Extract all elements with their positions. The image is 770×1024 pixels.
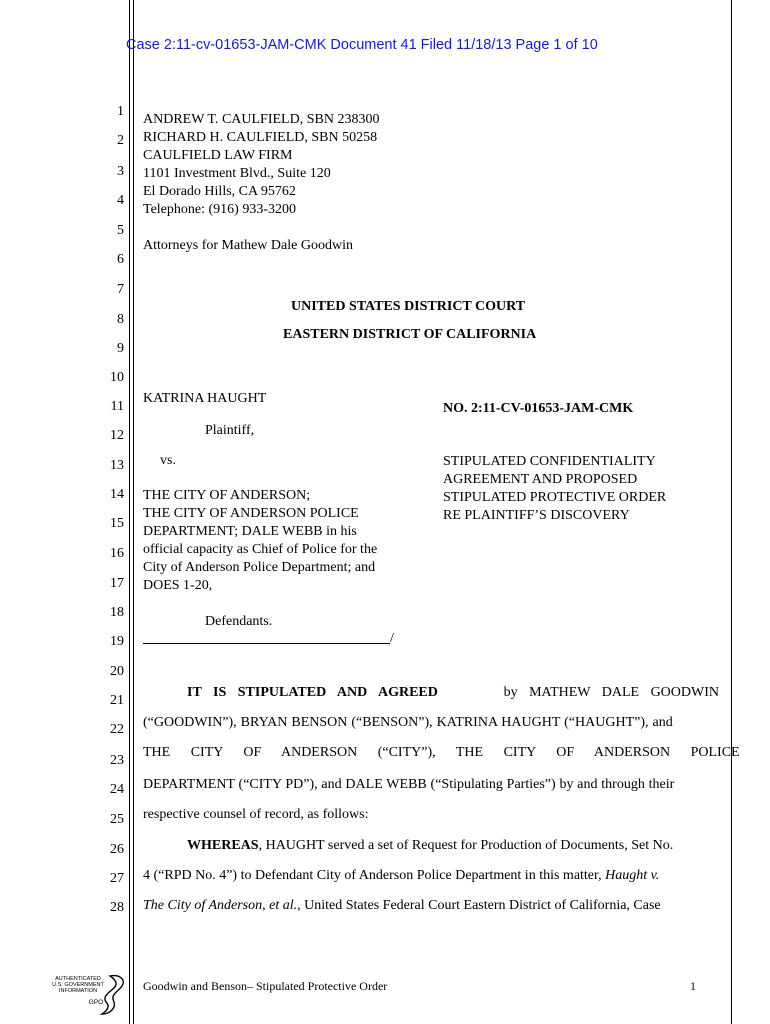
defendant-line-4: official capacity as Chief of Police for the [143, 542, 378, 557]
line-number: 14 [110, 487, 124, 502]
doc-title-line-4: RE PLAINTIFF’S DISCOVERY [443, 508, 630, 523]
versus: vs. [160, 453, 176, 468]
defendant-line-6: DOES 1-20, [143, 578, 213, 593]
eagle-icon [102, 976, 123, 1014]
defendant-line-2: THE CITY OF ANDERSON POLICE [143, 506, 359, 521]
gpo-text-1: AUTHENTICATED [55, 976, 101, 982]
caption-slash: / [390, 631, 394, 646]
doc-title-line-1: STIPULATED CONFIDENTIALITY [443, 454, 656, 469]
line-number: 1 [117, 104, 124, 119]
line-number: 10 [110, 370, 124, 385]
line-number: 8 [117, 312, 124, 327]
plaintiff-name: KATRINA HAUGHT [143, 391, 267, 406]
case-number: NO. 2:11-CV-01653-JAM-CMK [443, 401, 634, 416]
pleading-line-right [731, 0, 732, 1024]
whereas-bold: WHEREAS [187, 838, 259, 853]
line27-text: 4 (“RPD No. 4”) to Defendant City of Anderson Police Department in this matter, [143, 868, 606, 883]
body-line-24: DEPARTMENT (“CITY PD”), and DALE WEBB (“Stipulating Parties”) by and through their [143, 777, 675, 792]
line-number: 7 [117, 282, 124, 297]
attorney-line-2: RICHARD H. CAULFIELD, SBN 50258 [143, 130, 378, 145]
defendant-line-5: City of Anderson Police Department; and [143, 560, 376, 575]
caption-underline [143, 643, 390, 644]
line-number: 26 [110, 842, 124, 857]
gpo-text-4: GPO [88, 999, 104, 1006]
body-line-28 [143, 898, 661, 914]
defendant-line-3: DEPARTMENT; DALE WEBB in his [143, 524, 357, 539]
body-line-26 [187, 838, 673, 854]
pleading-line-left-1 [129, 0, 130, 1024]
stipulated-bold: IT IS STIPULATED AND AGREED [187, 685, 438, 700]
court-name: UNITED STATES DISTRICT COURT [291, 299, 526, 314]
attorneys-for: Attorneys for Mathew Dale Goodwin [143, 238, 353, 253]
line-number: 17 [110, 576, 124, 591]
stipulated-rest: by MATHEW DALE GOODWIN [492, 685, 719, 700]
body-line-22: (“GOODWIN”), BRYAN BENSON (“BENSON”), KATRINA HAUGHT (“HAUGHT”), and [143, 715, 673, 730]
line-number: 2 [117, 133, 124, 148]
line-number: 4 [117, 193, 124, 208]
line-number: 12 [110, 428, 124, 443]
line-number: 9 [117, 341, 124, 356]
gpo-text-2: U.S. GOVERNMENT [52, 982, 104, 988]
line-number: 16 [110, 546, 124, 561]
defendants-role: Defendants. [205, 614, 273, 629]
gpo-text-3: INFORMATION [58, 988, 98, 994]
line-number: 3 [117, 164, 124, 179]
ecf-header: Case 2:11-cv-01653-JAM-CMK Document 41 Filed 11/18/13 Page 1 of 10 [126, 37, 598, 53]
gpo-authentication-logo [44, 972, 134, 1016]
doc-title-line-2: AGREEMENT AND PROPOSED [443, 472, 638, 487]
line-number: 18 [110, 605, 124, 620]
line-number: 6 [117, 252, 124, 267]
line-number: 13 [110, 458, 124, 473]
line-number: 21 [110, 693, 124, 708]
line-number: 24 [110, 782, 124, 797]
attorney-line-4: 1101 Investment Blvd., Suite 120 [143, 166, 331, 181]
whereas-rest: , HAUGHT served a set of Request for Production of Documents, Set No. [258, 838, 674, 853]
body-line-25: respective counsel of record, as follows: [143, 807, 369, 822]
line-number: 27 [110, 871, 124, 886]
attorney-line-6: Telephone: (916) 933-3200 [143, 202, 296, 217]
court-district: EASTERN DISTRICT OF CALIFORNIA [283, 327, 537, 342]
attorney-line-3: CAULFIELD LAW FIRM [143, 148, 293, 163]
line-number: 19 [110, 634, 124, 649]
line28-text: , United States Federal Court Eastern District of California, Case [297, 898, 661, 913]
line-number: 28 [110, 900, 124, 915]
attorney-line-5: El Dorado Hills, CA 95762 [143, 184, 296, 199]
attorney-line-1: ANDREW T. CAULFIELD, SBN 238300 [143, 112, 380, 127]
line-number: 20 [110, 664, 124, 679]
line-number: 11 [110, 399, 124, 414]
case-name-italic: Haught v. [605, 868, 660, 883]
pleading-line-left-2 [133, 0, 134, 1024]
doc-title-line-3: STIPULATED PROTECTIVE ORDER [443, 490, 667, 505]
body-line-23: THE CITY OF ANDERSON (“CITY”), THE CITY OF ANDERSON POLICE [143, 745, 740, 760]
footer-title: Goodwin and Benson– Stipulated Protective Order [143, 979, 388, 993]
plaintiff-role: Plaintiff, [205, 423, 255, 438]
line-number: 15 [110, 516, 124, 531]
case-name-italic-2: The City of Anderson, et al. [143, 898, 298, 913]
line-number: 22 [110, 722, 124, 737]
line-number: 25 [110, 812, 124, 827]
defendant-line-1: THE CITY OF ANDERSON; [143, 488, 311, 503]
page-number: 1 [690, 979, 696, 993]
line-number: 5 [117, 223, 124, 238]
line-number: 23 [110, 753, 124, 768]
body-line-21 [187, 685, 719, 701]
body-line-27 [143, 868, 659, 884]
